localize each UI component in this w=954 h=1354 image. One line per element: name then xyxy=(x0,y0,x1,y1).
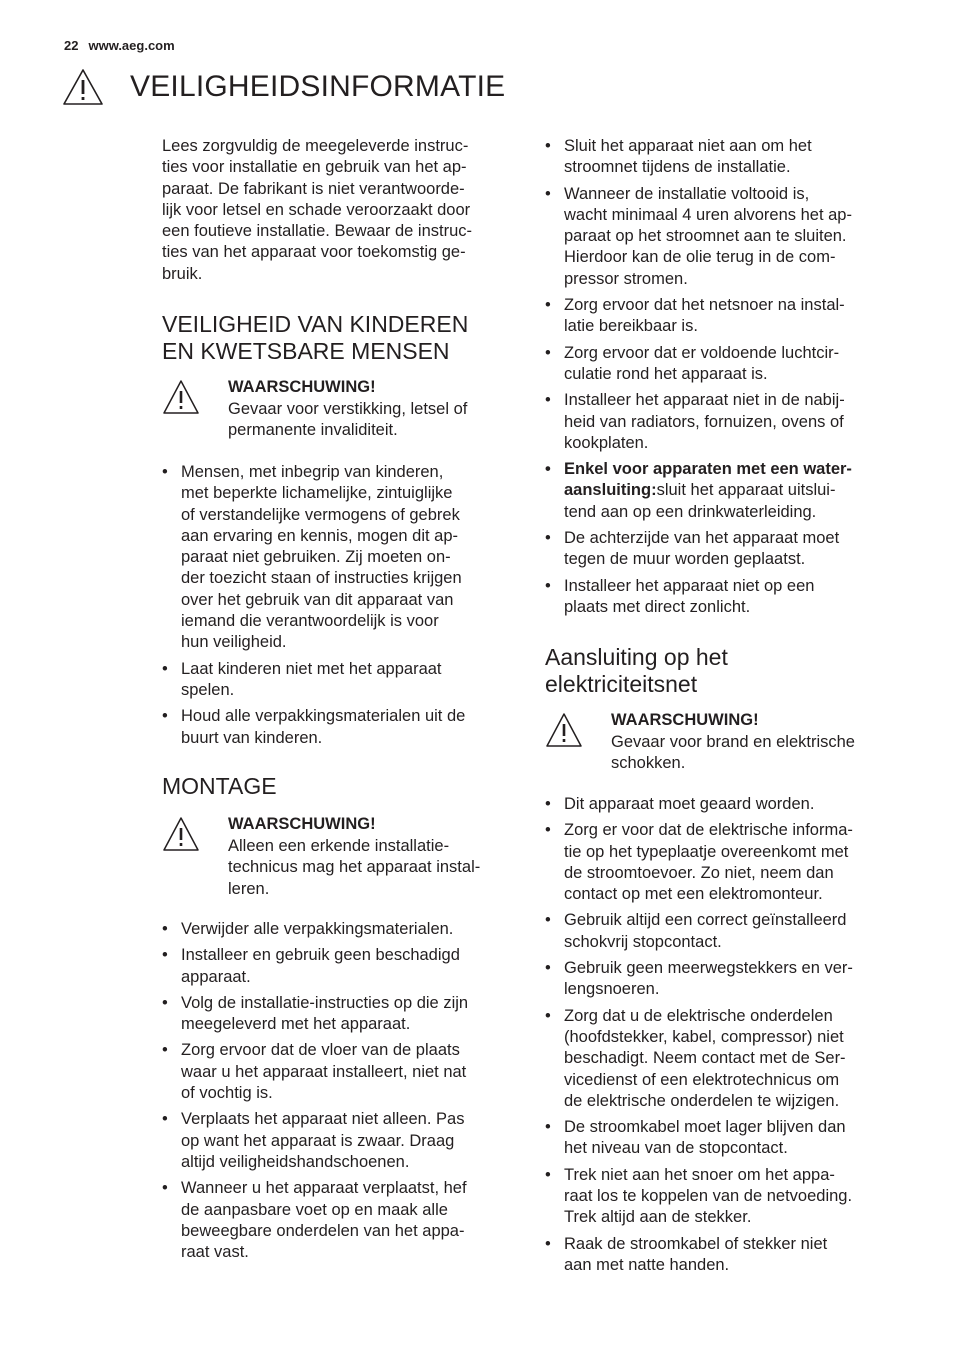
list-item: • Houd alle verpakkingsmaterialen uit de buurt van kinderen. xyxy=(162,706,514,749)
warning-text-block xyxy=(611,710,855,775)
list-item: • Zorg ervoor dat de vloer van de plaats waar u het apparaat installeert, niet nat of vochtig is. xyxy=(162,1040,514,1104)
warning-title: WAARSCHUWING! xyxy=(228,815,376,833)
list-item: • Dit apparaat moet geaard worden. xyxy=(545,794,900,815)
warning-triangle-icon xyxy=(545,710,611,775)
intro-paragraph: Lees zorgvuldig de meegeleverde instruc- ties voor installatie en gebruik van het ap- paraat. De fabrikant is niet verantwoorde- lijk voor letsel en schade veroorzaakt door een foutieve installatie. Bewaar de instruc- ties van het apparaat voor toekomstig ge- bruik. xyxy=(162,137,473,283)
list-item: • Installeer het apparaat niet in de nabij- heid van radiators, fornuizen, ovens of kookplaten. xyxy=(545,390,900,454)
list-item: • Zorg er voor dat de elektrische informa- tie op het typeplaatje overeenkomt met de stroomtoevoer. Zo niet, neem dan contact op met een elektromonteur. xyxy=(545,820,900,905)
water-connection-bold: Enkel voor apparaten met een water- aansluiting: xyxy=(564,460,852,500)
main-title-row xyxy=(62,68,505,106)
list-item: • Verplaats het apparaat niet alleen. Pas op want het apparaat is zwaar. Draag altijd veiligheidshandschoenen. xyxy=(162,1109,514,1173)
list-item: • Zorg ervoor dat het netsnoer na instal- latie bereikbaar is. xyxy=(545,295,900,338)
list-item: • Gebruik geen meerwegstekkers en ver- lengsnoeren. xyxy=(545,958,900,1001)
warning-triangle-icon xyxy=(162,814,228,900)
list-item: • Gebruik altijd een correct geïnstalleerd schokvrij stopcontact. xyxy=(545,910,900,953)
warning-triangle-icon xyxy=(162,377,228,442)
warning-message: Gevaar voor brand en elektrische schokken. xyxy=(611,732,855,772)
list-item: • Laat kinderen niet met het apparaat spelen. xyxy=(162,659,514,702)
warning-title: WAARSCHUWING! xyxy=(228,378,376,396)
children-section-heading: VEILIGHEID VAN KINDEREN EN KWETSBARE MENSEN xyxy=(162,311,469,364)
list-item: • Wanneer u het apparaat verplaatst, hef de aanpasbare voet op en maak alle beweegbare onderdelen van het appa- raat vast. xyxy=(162,1178,514,1263)
warning-message: Alleen een erkende installatie- technicus mag het apparaat instal- leren. xyxy=(228,836,481,898)
water-connection-text: sluit het apparaat uitslui- tend aan op een drinkwaterleiding. xyxy=(564,481,836,521)
list-item: • Sluit het apparaat niet aan om het stroomnet tijdens de installatie. xyxy=(545,136,900,179)
montage-warning xyxy=(162,814,480,900)
electric-section-heading: Aansluiting op het elektriciteitsnet xyxy=(545,644,728,697)
list-item-water-connection xyxy=(545,459,900,523)
page-header xyxy=(64,38,175,53)
warning-triangle-icon xyxy=(62,68,104,106)
list-item: • Zorg ervoor dat er voldoende luchtcir- culatie rond het apparaat is. xyxy=(545,343,900,386)
warning-text-block xyxy=(228,377,467,442)
list-item: • Installeer het apparaat niet op een plaats met direct zonlicht. xyxy=(545,576,900,619)
page-title: VEILIGHEIDSINFORMATIE xyxy=(130,70,506,103)
electric-warning xyxy=(545,710,855,775)
list-item: • De achterzijde van het apparaat moet tegen de muur worden geplaatst. xyxy=(545,528,900,571)
electric-bullet-list xyxy=(545,794,900,1281)
list-item: • Installeer en gebruik geen beschadigd apparaat. xyxy=(162,945,514,988)
list-item: • Verwijder alle verpakkingsmaterialen. xyxy=(162,919,514,940)
warning-message: Gevaar voor verstikking, letsel of permanente invaliditeit. xyxy=(228,399,468,439)
montage-section-heading: MONTAGE xyxy=(162,773,277,799)
list-item: • Volg de installatie-instructies op die zijn meegeleverd met het apparaat. xyxy=(162,993,514,1036)
list-item: • Raak de stroomkabel of stekker niet aan met natte handen. xyxy=(545,1234,900,1277)
list-item: • Mensen, met inbegrip van kinderen, met beperkte lichamelijke, zintuiglijke of verstandelijke vermogens of gebrek aan ervaring en kennis, mogen dit ap- paraat niet gebruiken. Zij moeten on- der toezicht staan of instructies krijgen over het gebruik van dit apparaat van iemand die verantwoordelijk is voor hun veiligheid. xyxy=(162,462,514,654)
list-item: • Wanneer de installatie voltooid is, wacht minimaal 4 uren alvorens het ap- paraat op het stroomnet aan te sluiten. Hierdoor kan de olie terug in de com- pressor stromen. xyxy=(545,184,900,290)
warning-text-block xyxy=(228,814,480,900)
website-url: www.aeg.com xyxy=(88,38,175,53)
warning-title: WAARSCHUWING! xyxy=(611,711,759,729)
list-item: • Zorg dat u de elektrische onderdelen (hoofdstekker, kabel, compressor) niet beschadigt. Neem contact met de Ser- vicedienst of een elektrotechnicus om de elektrische onderdelen te wijzigen. xyxy=(545,1006,900,1112)
children-bullet-list xyxy=(162,462,514,754)
list-item: • De stroomkabel moet lager blijven dan het niveau van de stopcontact. xyxy=(545,1117,900,1160)
page-number: 22 xyxy=(64,38,79,53)
montage-continued-bullet-list xyxy=(545,136,900,623)
montage-bullet-list xyxy=(162,919,514,1268)
list-item: • Trek niet aan het snoer om het appa- raat los te koppelen van de netvoeding. Trek altijd aan de stekker. xyxy=(545,1165,900,1229)
children-warning xyxy=(162,377,467,442)
